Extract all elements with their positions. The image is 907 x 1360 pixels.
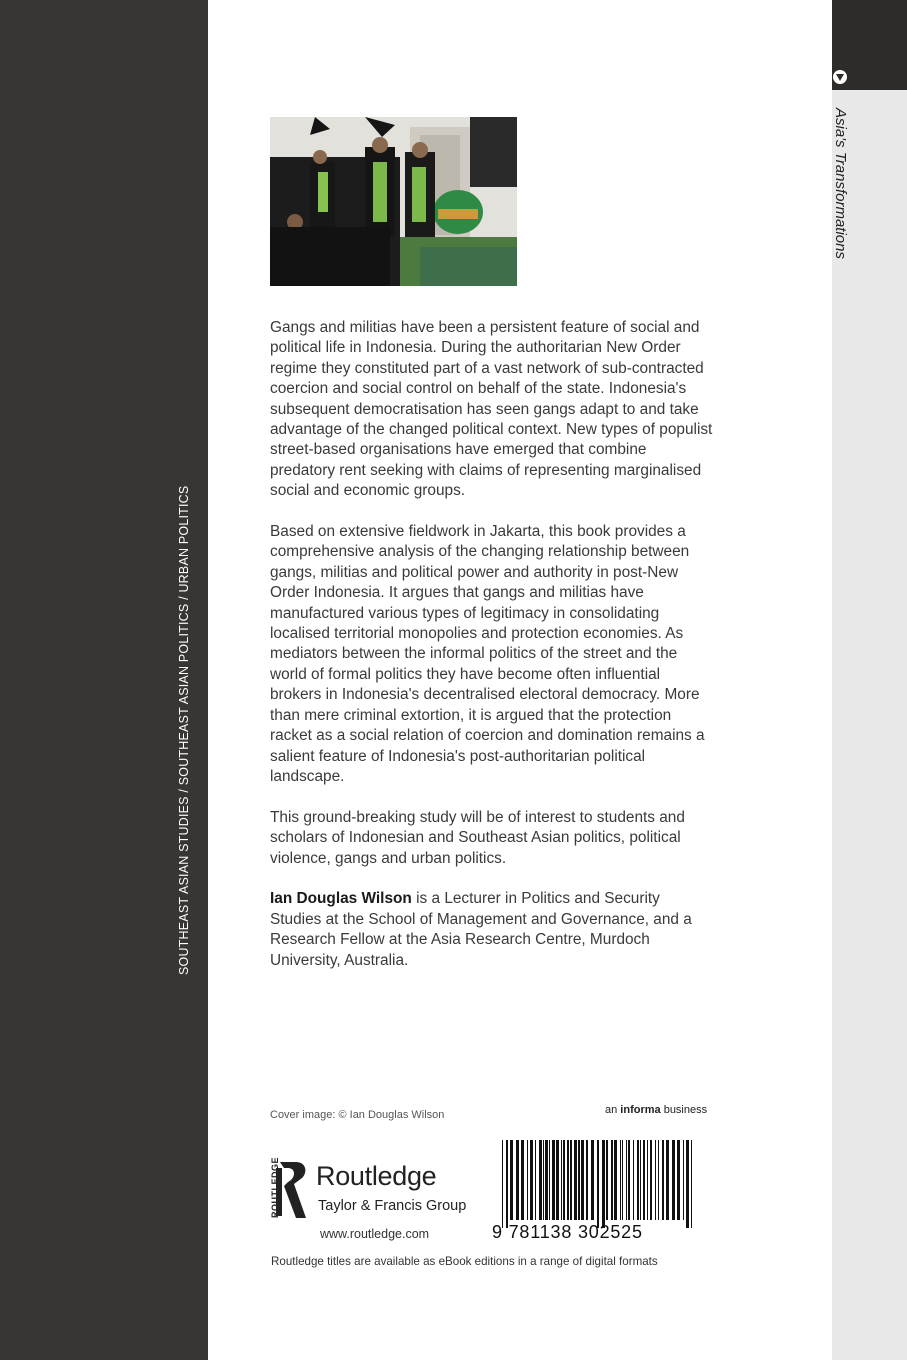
cover-photo <box>270 117 517 286</box>
barcode-bar <box>666 1140 669 1220</box>
author-bio-text: is a Lecturer in Politics and Security Studies at the School of Management and Governance, and a Research Fellow at the Asia Research Centre, Murdoch University, Australia. <box>270 890 692 969</box>
barcode-bar <box>633 1140 634 1220</box>
barcode-bar <box>650 1140 652 1220</box>
informa-label <box>605 1104 707 1116</box>
barcode-bar <box>637 1140 639 1220</box>
barcode-bar <box>543 1140 544 1220</box>
barcode-bar <box>561 1140 562 1220</box>
barcode-number: 9 781138 302525 <box>492 1222 643 1242</box>
barcode-bar <box>567 1140 569 1220</box>
barcode-bar <box>606 1140 608 1220</box>
barcode-bar <box>506 1140 508 1228</box>
series-title: Asia's Transformations <box>832 108 849 259</box>
ebook-note: Routledge titles are available as eBook editions in a range of digital formats <box>271 1255 658 1268</box>
barcode-bar <box>611 1140 613 1220</box>
barcode-bar <box>683 1140 684 1220</box>
barcode-bar <box>581 1140 584 1220</box>
barcode-bar <box>620 1140 621 1220</box>
barcode-bar <box>655 1140 656 1220</box>
barcode-bar <box>691 1140 692 1228</box>
barcode-bar <box>662 1140 664 1220</box>
barcode-bar <box>640 1140 641 1220</box>
barcode-bar <box>535 1140 536 1220</box>
barcode-bar <box>677 1140 680 1220</box>
blurb-paragraph: Gangs and militias have been a persistent feature of social and political life in Indonesia. During the authoritarian New Order regime they constituted part of a vast network of sub-contracted coercion and social control on behalf of the state. Indonesia's subsequent democratisation has seen gangs adapt to and take advantage of the changed political context. New types of populist street-based organisations have emerged that combine predatory rent seeking with claims of representing marginalised social and economic groups. <box>270 319 713 500</box>
barcode-bar <box>647 1140 648 1220</box>
publisher-vertical-label: ROUTLEDGE <box>270 1156 280 1218</box>
barcode-bar <box>552 1140 555 1220</box>
barcode-bar <box>510 1140 513 1220</box>
barcode-bar <box>527 1140 528 1220</box>
cover-credit: Cover image: © Ian Douglas Wilson <box>270 1109 445 1121</box>
barcode-bar <box>672 1140 675 1220</box>
barcode-bar <box>570 1140 572 1220</box>
barcode-bar <box>556 1140 559 1220</box>
barcode-bar <box>563 1140 565 1220</box>
barcode-bar <box>574 1140 577 1220</box>
barcode-bar <box>516 1140 519 1220</box>
blurb-paragraph: This ground-breaking study will be of interest to students and scholars of Indonesian and Southeast Asian politics, political violence, gangs and urban politics. <box>270 808 685 867</box>
informa-bold: informa <box>620 1104 661 1116</box>
barcode-bar <box>628 1140 630 1220</box>
barcode-bar <box>643 1140 645 1220</box>
author-name: Ian Douglas Wilson <box>270 890 412 908</box>
spine-subjects: SOUTHEAST ASIAN STUDIES / SOUTHEAST ASIAN POLITICS / URBAN POLITICS <box>177 485 191 975</box>
informa-prefix: an <box>605 1104 621 1116</box>
barcode-bar <box>545 1140 548 1220</box>
barcode-bar <box>626 1140 627 1220</box>
barcode-bar <box>539 1140 542 1220</box>
barcode-bar <box>502 1140 503 1228</box>
barcode-bar <box>521 1140 524 1220</box>
barcode-bar <box>586 1140 588 1220</box>
barcode-bar <box>622 1140 623 1220</box>
author-bio <box>270 889 715 971</box>
back-cover-blurb <box>270 318 715 991</box>
informa-suffix: business <box>660 1104 708 1116</box>
barcode-bar <box>614 1140 617 1220</box>
barcode-bar <box>549 1140 550 1220</box>
barcode-bar <box>530 1140 533 1220</box>
barcode-bar <box>658 1140 659 1220</box>
blurb-paragraph: Based on extensive fieldwork in Jakarta, this book provides a comprehensive analysis of the changing relationship between gangs, militias and political power and authority in post-New Order Indonesia. It argues that gangs and militias have manufactured various types of legitimacy in consolidating localised territorial monopolies and protection economies. As mediators between the informal politics of the street and the world of formal politics they have become often influential brokers in Indonesia's decentralised electoral democracy. More than mere criminal extortion, it is argued that the protection racket as a social relation of coercion and domination remains a salient feature of Indonesia's post-authoritarian political landscape. <box>270 523 705 785</box>
publisher-group: Taylor & Francis Group <box>318 1198 467 1214</box>
barcode-bar <box>602 1140 605 1228</box>
barcode-bar <box>597 1140 599 1228</box>
barcode-bar <box>591 1140 594 1220</box>
barcode-bar <box>578 1140 580 1220</box>
publisher-name: Routledge <box>316 1161 437 1191</box>
barcode-bar <box>686 1140 689 1228</box>
publisher-url[interactable]: www.routledge.com <box>320 1227 430 1241</box>
triangle-down-icon <box>833 70 847 84</box>
